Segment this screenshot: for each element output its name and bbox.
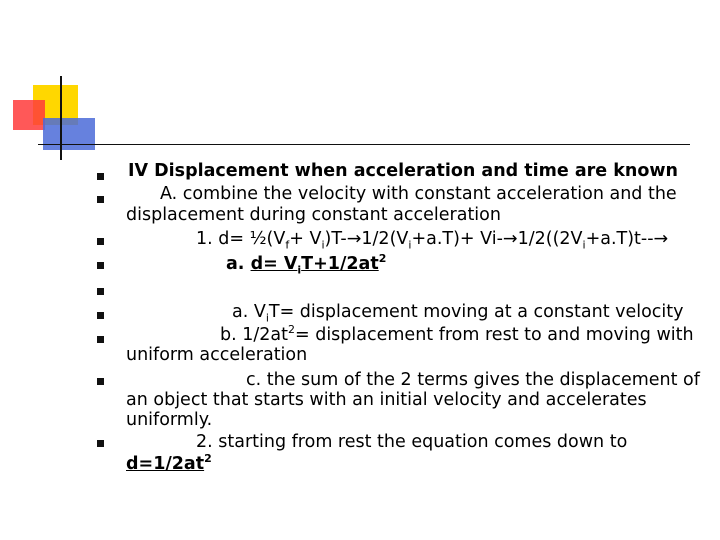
body-line: A. combine the velocity with constant acceleration and the [160, 184, 677, 204]
decor-vertical-line [60, 76, 62, 160]
decor-red-square [13, 100, 45, 130]
bullet-icon [97, 312, 104, 319]
body-line: b. $1/2at^2=$ displacement from rest to and moving with [220, 323, 694, 345]
body-line: 2. starting from rest the equation comes down to [196, 432, 628, 452]
body-line: displacement during constant acceleration [126, 205, 501, 225]
body-line: uniform acceleration [126, 345, 308, 365]
bullet-icon [97, 196, 104, 203]
bullet-icon [97, 238, 104, 245]
bullet-icon [97, 173, 104, 180]
body-line: a. $V_iT=$ displacement moving at a constant velocity [232, 302, 684, 325]
equation-line: 1. $d= \frac{1}{2}(V_f+ V_i)T-\to 1/2(V_i+a.T)+ Vi-\to 1/2((2V_i+a.T)t--\to$ [196, 229, 669, 252]
bullet-icon [97, 288, 104, 295]
body-line: uniformly. [126, 410, 213, 430]
equation-line: a. $d= V_iT+1/2at^2$ [226, 252, 387, 277]
bullet-icon [97, 440, 104, 447]
bullet-icon [97, 336, 104, 343]
bullet-icon [97, 262, 104, 269]
equation-line: $d=1/2at^2$ [126, 452, 212, 474]
heading-line: IV Displacement when acceleration and time are known [128, 161, 678, 181]
right-arrow-icon: → [346, 229, 362, 249]
body-line: c. the sum of the 2 terms gives the displacement of [246, 370, 700, 390]
right-arrow-icon: → [653, 229, 669, 249]
title-divider-line [38, 144, 690, 145]
decor-blue-square [43, 118, 95, 150]
bullet-icon [97, 378, 104, 385]
body-line: an object that starts with an initial velocity and accelerates [126, 390, 647, 410]
right-arrow-icon: → [502, 229, 518, 249]
